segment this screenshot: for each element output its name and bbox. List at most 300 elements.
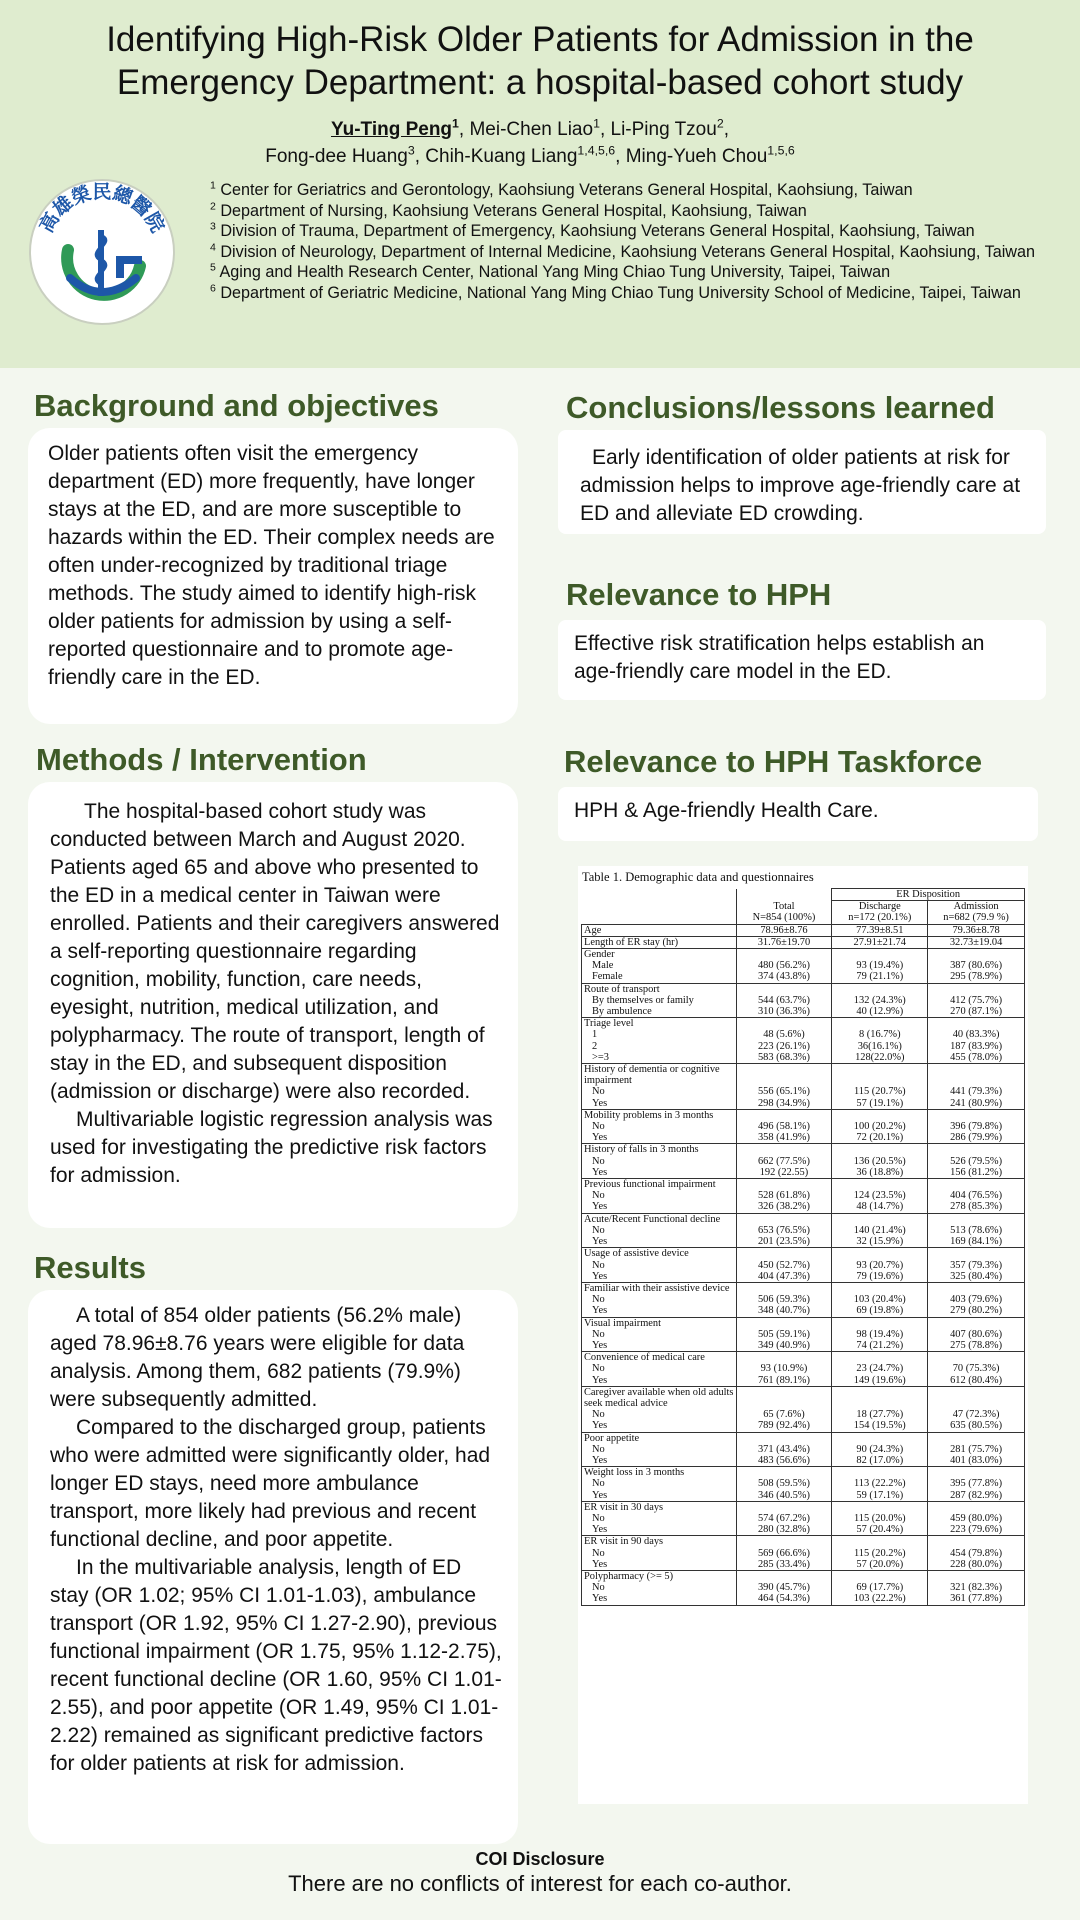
column-header-name: Admission: [953, 901, 999, 913]
table-cell: [736, 1282, 832, 1317]
row-sublabel: Yes: [592, 1270, 608, 1282]
row-label: Acute/Recent Functional decline: [584, 1213, 721, 1225]
cell-value: 32.73±19.04: [949, 936, 1003, 948]
conclusions-text: Early identification of older patients at risk for admission helps to improve age-friendly care at ED and alleviate ED crowding.: [580, 446, 1021, 525]
table-cell: [832, 1109, 928, 1144]
table-cell: [736, 1432, 832, 1467]
group-header: ER Disposition: [832, 889, 1025, 901]
cell-value: 113 (22.2%): [854, 1478, 906, 1490]
taskforce-box: [558, 787, 1038, 841]
cell-value: 48 (5.6%): [763, 1029, 805, 1041]
poster-header: [0, 0, 1080, 368]
table-cell: [736, 1064, 832, 1110]
author-4: [425, 143, 616, 167]
cell-value: 79.36±8.78: [952, 924, 1000, 936]
table-cell: [832, 1144, 928, 1179]
affiliation-4: [210, 242, 1070, 263]
cell-value: 79 (21.1%): [856, 971, 904, 983]
row-sublabel: No: [592, 1086, 605, 1098]
row-sublabel: No: [592, 1547, 605, 1559]
table-cell: [928, 924, 1025, 936]
poster-title: Identifying High-Risk Older Patients for Admission in the Emergency Department: a hospital-based cohort study: [106, 20, 974, 102]
taskforce-text: HPH & Age-friendly Health Care.: [574, 799, 879, 822]
cell-value: 396 (79.8%): [950, 1121, 1003, 1133]
table-cell: [736, 983, 832, 1018]
row-label: Mobility problems in 3 months: [584, 1109, 714, 1121]
row-label: Weight loss in 3 months: [584, 1467, 685, 1479]
cell-value: 124 (23.5%): [853, 1190, 906, 1202]
row-sublabel: Yes: [592, 1097, 608, 1109]
table-row: [582, 1179, 1025, 1214]
author-5: [625, 143, 795, 167]
author-name: Fong-dee Huang: [265, 146, 408, 167]
table-cell: [736, 1501, 832, 1536]
cell-value: 361 (77.8%): [950, 1593, 1003, 1605]
cell-value: 223 (26.1%): [757, 1040, 810, 1052]
row-sublabel: Yes: [592, 1489, 608, 1501]
conclusions-heading: Conclusions/lessons learned: [566, 390, 995, 425]
coi-text: There are no conflicts of interest for each co-author.: [288, 1871, 792, 1896]
cell-value: 407 (80.6%): [950, 1328, 1003, 1340]
table-cell: [832, 1501, 928, 1536]
table-cell: [832, 1570, 928, 1605]
row-sublabel: No: [592, 1121, 605, 1133]
table-row: [582, 1386, 1025, 1432]
table-header-row: [582, 889, 1025, 901]
table-cell: [582, 889, 737, 925]
cell-value: 57 (20.0%): [856, 1558, 904, 1570]
cell-value: 136 (20.5%): [853, 1155, 906, 1167]
cell-value: 187 (83.9%): [950, 1040, 1003, 1052]
cell-value: 57 (20.4%): [856, 1524, 904, 1536]
column-header-n: n=172 (20.1%): [848, 912, 912, 924]
cell-value: 326 (38.2%): [757, 1201, 810, 1213]
cell-value: 635 (80.5%): [950, 1420, 1003, 1432]
cell-value: 98 (19.4%): [856, 1328, 904, 1340]
results-heading: Results: [34, 1250, 146, 1285]
cell-value: 441 (79.3%): [950, 1086, 1003, 1098]
cell-value: 100 (20.2%): [853, 1121, 906, 1133]
table-cell: [928, 1064, 1025, 1110]
table-cell: [832, 1432, 928, 1467]
author-affil-number: 1: [593, 116, 600, 131]
row-label: Poor appetite: [584, 1432, 640, 1444]
cell-value: 132 (24.3%): [853, 994, 906, 1006]
background-text: Older patients often visit the emergency department (ED) more frequently, have longer stays at the ED, and are more susceptible to hazards within the ED. Their complex needs are often under-recognized by traditional triage methods. The study aimed to identify high-risk older patients for admission by using a self-reported questionnaire and to promote age-friendly care in the ED.: [48, 442, 495, 689]
cell-value: 36 (18.8%): [856, 1166, 904, 1178]
row-label: Previous functional impairment: [584, 1179, 716, 1191]
row-sublabel: Yes: [592, 1374, 608, 1386]
cell-value: 508 (59.5%): [757, 1478, 810, 1490]
affiliation-2: [210, 201, 1070, 222]
row-sublabel: Yes: [592, 1166, 608, 1178]
row-sublabel: No: [592, 1155, 605, 1167]
table-cell: [582, 924, 737, 936]
cell-value: 325 (80.4%): [950, 1270, 1003, 1282]
table-row: [582, 1467, 1025, 1502]
cell-value: 115 (20.0%): [854, 1512, 906, 1524]
row-sublabel: Yes: [592, 1593, 608, 1605]
table-row: [582, 1018, 1025, 1064]
cell-value: 23 (24.7%): [856, 1363, 904, 1375]
cell-value: 358 (41.9%): [757, 1132, 810, 1144]
cell-value: 275 (78.8%): [950, 1339, 1003, 1351]
affiliation-text: Department of Nursing, Kaohsiung Veterans General Hospital, Kaohsiung, Taiwan: [220, 201, 807, 220]
cell-value: 390 (45.7%): [757, 1582, 810, 1594]
table-cell: [832, 901, 928, 924]
cell-value: 556 (65.1%): [757, 1086, 810, 1098]
relevance-heading: Relevance to HPH: [566, 577, 832, 612]
table-cell: [928, 949, 1025, 984]
cell-value: 18 (27.7%): [856, 1409, 904, 1421]
table-cell: [582, 1570, 737, 1605]
cell-value: 47 (72.3%): [952, 1409, 1000, 1421]
cell-value: 270 (87.1%): [950, 1006, 1003, 1018]
demographics-table-panel: [578, 866, 1028, 1804]
cell-value: 349 (40.9%): [757, 1339, 810, 1351]
cell-value: 295 (78.9%): [950, 971, 1003, 983]
cell-value: 450 (52.7%): [757, 1259, 810, 1271]
table-cell: [928, 1179, 1025, 1214]
table-cell: [736, 889, 832, 925]
table-cell: [928, 1317, 1025, 1352]
table-cell: [928, 1213, 1025, 1248]
cell-value: 103 (22.2%): [853, 1593, 906, 1605]
cell-value: 286 (79.9%): [950, 1132, 1003, 1144]
cell-value: 36(16.1%): [857, 1040, 902, 1052]
cell-value: 403 (79.6%): [950, 1294, 1003, 1306]
table-cell: [582, 1018, 737, 1064]
affiliation-number: 5: [210, 261, 216, 274]
cell-value: 8 (16.7%): [859, 1029, 901, 1041]
cell-value: 93 (10.9%): [760, 1363, 808, 1375]
row-sublabel: No: [592, 1582, 605, 1594]
cell-value: 505 (59.1%): [757, 1328, 810, 1340]
table-caption: Table 1. Demographic data and questionnaires: [582, 870, 814, 884]
author-name: Yu-Ting Peng: [331, 119, 453, 140]
cell-value: 93 (19.4%): [856, 960, 904, 972]
cell-value: 154 (19.5%): [853, 1420, 906, 1432]
methods-paragraph-2: Multivariable logistic regression analysis was used for investigating the predictive risk factors for admission.: [50, 1108, 493, 1187]
table-cell: [928, 901, 1025, 924]
cell-value: 348 (40.7%): [757, 1305, 810, 1317]
affiliation-list: [210, 180, 1070, 303]
author-list: Yu-Ting Peng$^1$, Mei-Chen Liao$^1$, Li-Ping Tzou$^2$, Fong-dee Huang$^3$, Chih-Kuang Liang$^{1,4,5,6}$, Ming-Yueh Chou$^{1,5,6}$: [265, 116, 795, 167]
affiliation-1: [210, 180, 1070, 201]
cell-value: 528 (61.8%): [757, 1190, 810, 1202]
table-cell: [928, 1467, 1025, 1502]
row-sublabel: Yes: [592, 1201, 608, 1213]
affiliation-number: 3: [210, 220, 216, 233]
cell-value: 281 (75.7%): [950, 1443, 1003, 1455]
table-cell: [736, 1179, 832, 1214]
cell-value: 192 (22.55): [759, 1166, 809, 1178]
table-row: [582, 1432, 1025, 1467]
table-cell: [928, 1352, 1025, 1387]
table-cell: [582, 936, 737, 948]
cell-value: 69 (17.7%): [856, 1582, 904, 1594]
row-sublabel: Yes: [592, 1305, 608, 1317]
table-cell: [832, 1018, 928, 1064]
row-sublabel: Yes: [592, 1454, 608, 1466]
methods-box: [28, 782, 518, 1228]
cell-value: 40 (83.3%): [952, 1029, 1000, 1041]
table-cell: [736, 1386, 832, 1432]
table-row: [582, 1109, 1025, 1144]
table-cell: [832, 1352, 928, 1387]
row-label: Usage of assistive device: [584, 1248, 689, 1260]
table-cell: [736, 924, 832, 936]
table-row: [582, 1144, 1025, 1179]
row-sublabel: Yes: [592, 1339, 608, 1351]
table-cell: [582, 1248, 737, 1283]
row-label: ER visit in 90 days: [584, 1536, 664, 1548]
relevance-box: [558, 620, 1046, 700]
table-cell: [832, 1179, 928, 1214]
cell-value: 31.76±19.70: [757, 936, 811, 948]
affiliation-text: Aging and Health Research Center, National Yang Ming Chiao Tung University, Taipei, Taiwan: [219, 263, 891, 281]
cell-value: 298 (34.9%): [757, 1097, 810, 1109]
row-sublabel: No: [592, 1294, 605, 1306]
logo-text: 高雄榮民總醫院: [35, 181, 169, 237]
affiliation-text: Department of Geriatric Medicine, National Yang Ming Chiao Tung University School of Medicine, Taipei, Taiwan: [220, 283, 1021, 302]
cell-value: 169 (84.1%): [950, 1236, 1003, 1248]
table-cell: [582, 983, 737, 1018]
affiliation-number: 6: [210, 282, 216, 295]
author-name: Mei-Chen Liao: [469, 119, 594, 140]
table-cell: [832, 1467, 928, 1502]
column-header-n: n=682 (79.9 %): [943, 912, 1009, 924]
background-heading: Background and objectives: [34, 388, 439, 423]
cell-value: 90 (24.3%): [856, 1443, 904, 1455]
cell-value: 280 (32.8%): [757, 1524, 810, 1536]
cell-value: 228 (80.0%): [950, 1558, 1003, 1570]
cell-value: 72 (20.1%): [856, 1132, 904, 1144]
cell-value: 544 (63.7%): [757, 994, 810, 1006]
table-cell: [582, 1317, 737, 1352]
cell-value: 149 (19.6%): [853, 1374, 906, 1386]
table-cell: [928, 1432, 1025, 1467]
cell-value: 59 (17.1%): [856, 1489, 904, 1501]
cell-value: 201 (23.5%): [757, 1236, 810, 1248]
row-label: Polypharmacy (>= 5): [584, 1570, 674, 1582]
cell-value: 287 (82.9%): [950, 1489, 1003, 1501]
relevance-text: Effective risk stratification helps establish an age-friendly care model in the ED.: [574, 632, 985, 683]
results-paragraph-3: In the multivariable analysis, length of ED stay (OR 1.02; 95% CI 1.01-1.03), ambulance transport (OR 1.92, 95% CI 1.27-2.90), previous functional impairment (OR 1.75, 95% 1.12-2.75), recent functional decline (OR 1.60, 95% CI 1.01-2.55), and poor appetite (OR 1.49, 95% CI 1.01-2.22) remained as significant predictive factors for older patients at risk for admission.: [50, 1556, 502, 1775]
cell-value: 223 (79.6%): [950, 1524, 1003, 1536]
table-cell: [928, 1018, 1025, 1064]
author-affil-number: 2: [716, 116, 724, 131]
table-cell: [928, 1144, 1025, 1179]
table-row: [582, 1317, 1025, 1352]
table-cell: [736, 1018, 832, 1064]
cell-value: 285 (33.4%): [757, 1558, 810, 1570]
table-row: [582, 936, 1025, 948]
cell-value: 480 (56.2%): [757, 960, 810, 972]
row-sublabel: Yes: [592, 1524, 608, 1536]
table-cell: [736, 936, 832, 948]
cell-value: 65 (7.6%): [763, 1409, 805, 1421]
cell-value: 48 (14.7%): [856, 1201, 904, 1213]
row-label: History of dementia or cognitive impairment: [584, 1064, 720, 1087]
row-label: ER visit in 30 days: [584, 1501, 664, 1513]
table-cell: [736, 1570, 832, 1605]
table-cell: [832, 936, 928, 948]
row-sublabel: No: [592, 1443, 605, 1455]
cell-value: 241 (80.9%): [950, 1097, 1003, 1109]
cell-value: 395 (77.8%): [950, 1478, 1003, 1490]
table-row: [582, 1282, 1025, 1317]
table-cell: [736, 1352, 832, 1387]
methods-heading: Methods / Intervention: [36, 742, 367, 777]
cell-value: 279 (80.2%): [950, 1305, 1003, 1317]
cell-value: 82 (17.0%): [856, 1454, 904, 1466]
table-cell: [928, 1109, 1025, 1144]
cell-value: 128(22.0%): [855, 1051, 905, 1063]
cell-value: 93 (20.7%): [856, 1259, 904, 1271]
cell-value: 27.91±21.74: [853, 936, 907, 948]
table-cell: [928, 1248, 1025, 1283]
cell-value: 789 (92.4%): [757, 1420, 810, 1432]
table-cell: [582, 949, 737, 984]
table-cell: [582, 1213, 737, 1248]
table-cell: [832, 1064, 928, 1110]
affiliation-number: 4: [210, 241, 216, 254]
taskforce-heading: Relevance to HPH Taskforce: [564, 744, 983, 779]
coi-disclosure: [40, 1848, 1040, 1898]
author-1: [469, 116, 600, 140]
table-row: [582, 949, 1025, 984]
table-row: [582, 983, 1025, 1018]
row-sublabel: No: [592, 1328, 605, 1340]
cell-value: 32 (15.9%): [856, 1236, 904, 1248]
affiliation-6: [210, 283, 1070, 304]
table-cell: [736, 1144, 832, 1179]
row-sublabel: 2: [592, 1040, 598, 1052]
conclusions-box: [558, 430, 1046, 534]
cell-value: 506 (59.3%): [757, 1294, 810, 1306]
row-sublabel: No: [592, 1224, 605, 1236]
table-cell: [832, 924, 928, 936]
table-cell: [582, 1386, 737, 1432]
row-sublabel: By ambulence: [592, 1006, 652, 1018]
cell-value: 156 (81.2%): [950, 1166, 1003, 1178]
cell-value: 459 (80.0%): [950, 1512, 1003, 1524]
author-3: [265, 143, 415, 167]
cell-value: 310 (36.3%): [757, 1006, 810, 1018]
column-header-total-n: N=854 (100%): [752, 912, 816, 924]
row-label: Familiar with their assistive device: [584, 1282, 730, 1294]
row-sublabel: No: [592, 1409, 605, 1421]
affiliation-text: Division of Trauma, Department of Emergency, Kaohsiung Veterans General Hospital, Kaohsiung, Taiwan: [220, 222, 975, 240]
coi-title: COI Disclosure: [475, 1849, 605, 1869]
author-name: Chih-Kuang Liang: [425, 146, 578, 167]
cell-value: 69 (19.8%): [856, 1305, 904, 1317]
author-0: [331, 116, 459, 140]
table-cell: [832, 1248, 928, 1283]
table-cell: [736, 1213, 832, 1248]
cell-value: 653 (76.5%): [757, 1224, 810, 1236]
row-sublabel: 1: [592, 1029, 598, 1041]
cell-value: 387 (80.6%): [950, 960, 1003, 972]
methods-paragraph-1: The hospital-based cohort study was conducted between March and August 2020. Patients aged 65 and above who presented to the ED in a medical center in Taiwan were enrolled. Patients and their caregivers answered a self-reporting questionnaire regarding cognition, mobility, function, care needs, eyesight, nutrition, medical utilization, and polypharmacy. The route of transport, length of stay in the ED, and subsequent disposition (admission or discharge) were also recorded.: [50, 800, 500, 1103]
table-row: [582, 1352, 1025, 1387]
background-box: [28, 428, 518, 724]
table-cell: [582, 1282, 737, 1317]
row-label: Convenience of medical care: [584, 1352, 705, 1364]
row-sublabel: Yes: [592, 1132, 608, 1144]
cell-value: 404 (76.5%): [950, 1190, 1003, 1202]
row-sublabel: Yes: [592, 1420, 608, 1432]
row-label: Route of transport: [584, 983, 660, 995]
cell-value: 454 (79.8%): [950, 1547, 1003, 1559]
author-name: Ming-Yueh Chou: [625, 146, 768, 167]
cell-value: 40 (12.9%): [856, 1006, 904, 1018]
results-paragraph-2: Compared to the discharged group, patients who were admitted were significantly older, had longer ED stays, need more ambulance transport, more likely had previous and recent functional decline, and poor appetite.: [50, 1416, 491, 1551]
row-sublabel: >=3: [592, 1051, 609, 1063]
table-cell: [736, 1536, 832, 1571]
column-header-name: Discharge: [858, 901, 901, 913]
table-row: [582, 1064, 1025, 1110]
table-cell: [736, 1248, 832, 1283]
row-sublabel: Yes: [592, 1236, 608, 1248]
row-sublabel: No: [592, 1512, 605, 1524]
row-label: Length of ER stay (hr): [584, 936, 679, 948]
cell-value: 412 (75.7%): [950, 994, 1003, 1006]
table-cell: [736, 1109, 832, 1144]
row-label: Caregiver available when old adults seek medical advice: [584, 1386, 734, 1409]
row-label: Visual impairment: [584, 1317, 662, 1329]
table-cell: [832, 1282, 928, 1317]
hospital-logo: [28, 178, 176, 326]
author-affil-number: 1,5,6: [767, 143, 795, 158]
cell-value: 70 (75.3%): [952, 1363, 1000, 1375]
cell-value: 401 (83.0%): [950, 1454, 1003, 1466]
row-sublabel: Female: [592, 971, 623, 983]
table-cell: [582, 1179, 737, 1214]
cell-value: 78.96±8.76: [760, 924, 808, 936]
row-sublabel: Male: [592, 960, 614, 972]
author-name: Li-Ping Tzou: [610, 119, 717, 140]
affiliation-number: 2: [210, 200, 216, 213]
table-row: [582, 1501, 1025, 1536]
table-cell: [832, 949, 928, 984]
demographics-table: [581, 888, 1025, 1606]
author-affil-number: 1: [452, 116, 459, 131]
cell-value: 569 (66.6%): [757, 1547, 810, 1559]
author-2: [610, 116, 724, 140]
cell-value: 612 (80.4%): [950, 1374, 1003, 1386]
column-header-total: Total: [773, 901, 795, 913]
cell-value: 526 (79.5%): [950, 1155, 1003, 1167]
cell-value: 496 (58.1%): [757, 1121, 810, 1133]
cell-value: 103 (20.4%): [853, 1294, 906, 1306]
row-sublabel: Yes: [592, 1558, 608, 1570]
table-cell: [928, 1282, 1025, 1317]
cell-value: 662 (77.5%): [757, 1155, 810, 1167]
cell-value: 483 (56.6%): [757, 1454, 810, 1466]
cell-value: 115 (20.7%): [854, 1086, 906, 1098]
table-row: [582, 1248, 1025, 1283]
cell-value: 346 (40.5%): [757, 1489, 810, 1501]
author-affil-number: 1,4,5,6: [577, 143, 616, 158]
table-cell: [928, 1501, 1025, 1536]
cell-value: 77.39±8.51: [856, 924, 904, 936]
table-row: [582, 924, 1025, 936]
table-cell: [736, 1467, 832, 1502]
table-row: [582, 1570, 1025, 1605]
cell-value: 79 (19.6%): [856, 1270, 904, 1282]
